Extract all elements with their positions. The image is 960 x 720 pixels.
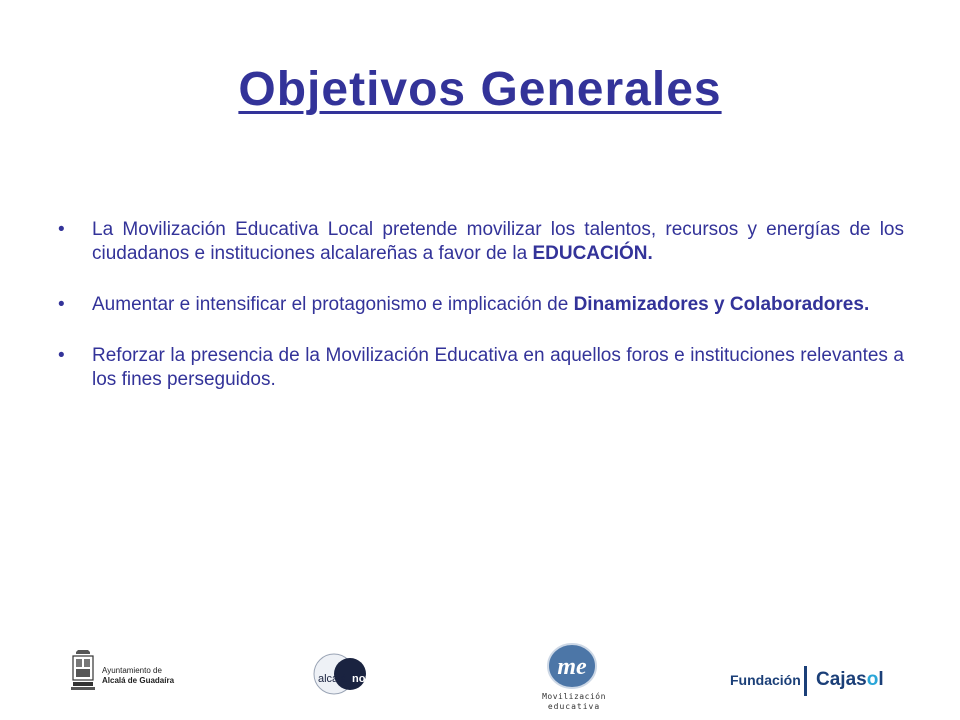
ayuntamiento-text [102,666,174,686]
ayuntamiento-line2: Alcalá de Guadaíra [102,676,175,685]
coat-of-arms-icon [70,648,96,692]
bullet-text-plain: La Movilización Educativa Local pretende movilizar los talentos, recursos y energías de los ciudadanos e instituciones alcalareñas a favor de la [92,219,904,264]
bullet-text-bold: EDUCACIÓN. [532,243,653,264]
innova-text-right: nova [352,673,378,685]
divider [804,666,807,696]
footer-logos [0,640,960,720]
bullet-item [58,293,904,317]
bullet-text [92,293,904,317]
movilizacion-educativa-logo [536,642,612,718]
slide-title: Objetivos Generales [238,63,722,116]
bullet-text [92,344,904,392]
bullet-text-bold: Dinamizadores y Colaboradores. [573,294,870,315]
cajasol-text-o: o [866,669,879,690]
alcala-innova-logo [312,650,382,696]
me-mark: me [557,654,587,680]
fundacion-cajasol-logo [730,664,890,698]
bullet-dot: • [58,294,65,315]
bullet-text-plain: Reforzar la presencia de la Movilización Educativa en aquellos foros e instituciones relevantes a los fines perseguidos. [92,345,904,390]
cajasol-text-main: Cajas [816,669,867,690]
ayuntamiento-logo [70,648,180,698]
bullet-dot: • [58,345,65,366]
me-line1: Movilización [542,692,606,701]
innova-text-left: alcalá [318,673,347,685]
bullet-item [58,344,904,392]
ayuntamiento-line1: Ayuntamiento de [102,666,162,675]
me-badge-icon [542,642,602,690]
cajasol-text [816,669,884,691]
me-line2: educativa [547,702,601,711]
cajasol-text-end: l [878,669,884,690]
bullet-list [58,218,904,419]
fundacion-text: Fundación [730,672,801,688]
bullet-text-plain: Aumentar e intensificar el protagonismo e implicación de [92,294,574,315]
bullet-item [58,218,904,266]
bullet-dot: • [58,219,65,240]
bullet-text [92,218,904,266]
